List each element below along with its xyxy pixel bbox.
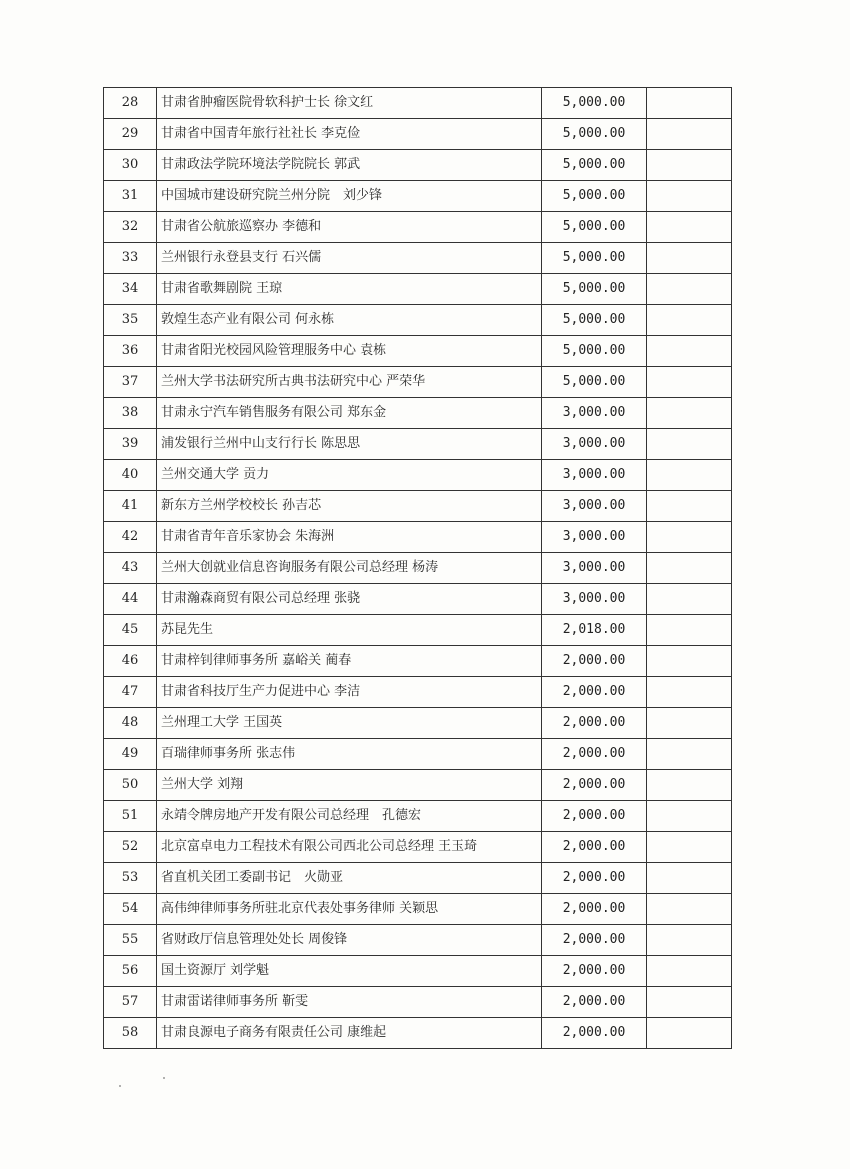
remarks-cell bbox=[647, 863, 732, 894]
row-number: 45 bbox=[104, 615, 157, 646]
donation-amount: 2,000.00 bbox=[542, 925, 647, 956]
donor-name: 甘肃省科技厅生产力促进中心 李洁 bbox=[157, 677, 542, 708]
donor-name: 省财政厅信息管理处处长 周俊锋 bbox=[157, 925, 542, 956]
table-row bbox=[104, 305, 732, 336]
donation-amount: 2,000.00 bbox=[542, 832, 647, 863]
donation-amount: 2,000.00 bbox=[542, 987, 647, 1018]
donor-name: 新东方兰州学校校长 孙吉芯 bbox=[157, 491, 542, 522]
row-number: 33 bbox=[104, 243, 157, 274]
remarks-cell bbox=[647, 181, 732, 212]
row-number: 29 bbox=[104, 119, 157, 150]
row-number: 39 bbox=[104, 429, 157, 460]
table-row bbox=[104, 956, 732, 987]
scan-speck bbox=[119, 1085, 121, 1087]
donation-amount: 5,000.00 bbox=[542, 243, 647, 274]
donation-amount: 2,000.00 bbox=[542, 801, 647, 832]
remarks-cell bbox=[647, 801, 732, 832]
donation-amount: 3,000.00 bbox=[542, 553, 647, 584]
remarks-cell bbox=[647, 398, 732, 429]
table-row bbox=[104, 894, 732, 925]
row-number: 36 bbox=[104, 336, 157, 367]
donation-amount: 5,000.00 bbox=[542, 336, 647, 367]
donor-name: 省直机关团工委副书记 火勋亚 bbox=[157, 863, 542, 894]
donor-name: 百瑞律师事务所 张志伟 bbox=[157, 739, 542, 770]
row-number: 51 bbox=[104, 801, 157, 832]
remarks-cell bbox=[647, 708, 732, 739]
donor-name: 甘肃省歌舞剧院 王琼 bbox=[157, 274, 542, 305]
row-number: 31 bbox=[104, 181, 157, 212]
table-row bbox=[104, 150, 732, 181]
row-number: 32 bbox=[104, 212, 157, 243]
row-number: 30 bbox=[104, 150, 157, 181]
table-row bbox=[104, 336, 732, 367]
row-number: 34 bbox=[104, 274, 157, 305]
remarks-cell bbox=[647, 584, 732, 615]
donation-table-body bbox=[104, 88, 732, 1049]
remarks-cell bbox=[647, 522, 732, 553]
donation-amount: 5,000.00 bbox=[542, 119, 647, 150]
donor-name: 中国城市建设研究院兰州分院 刘少锋 bbox=[157, 181, 542, 212]
table-row bbox=[104, 677, 732, 708]
donor-name: 甘肃雷诺律师事务所 靳雯 bbox=[157, 987, 542, 1018]
donation-amount: 5,000.00 bbox=[542, 274, 647, 305]
donation-amount: 2,000.00 bbox=[542, 739, 647, 770]
donor-name: 兰州大学书法研究所古典书法研究中心 严荣华 bbox=[157, 367, 542, 398]
donation-amount: 5,000.00 bbox=[542, 181, 647, 212]
donor-name: 永靖令牌房地产开发有限公司总经理 孔德宏 bbox=[157, 801, 542, 832]
row-number: 48 bbox=[104, 708, 157, 739]
row-number: 47 bbox=[104, 677, 157, 708]
donor-name: 甘肃省青年音乐家协会 朱海洲 bbox=[157, 522, 542, 553]
row-number: 44 bbox=[104, 584, 157, 615]
table-row bbox=[104, 708, 732, 739]
remarks-cell bbox=[647, 367, 732, 398]
remarks-cell bbox=[647, 894, 732, 925]
donation-amount: 2,000.00 bbox=[542, 956, 647, 987]
donation-amount: 3,000.00 bbox=[542, 491, 647, 522]
table-row bbox=[104, 243, 732, 274]
donation-amount: 2,000.00 bbox=[542, 646, 647, 677]
table-row bbox=[104, 181, 732, 212]
table-row bbox=[104, 615, 732, 646]
remarks-cell bbox=[647, 987, 732, 1018]
table-row bbox=[104, 429, 732, 460]
row-number: 38 bbox=[104, 398, 157, 429]
donor-name: 甘肃永宁汽车销售服务有限公司 郑东金 bbox=[157, 398, 542, 429]
row-number: 52 bbox=[104, 832, 157, 863]
donation-amount: 5,000.00 bbox=[542, 88, 647, 119]
donor-name: 兰州大创就业信息咨询服务有限公司总经理 杨涛 bbox=[157, 553, 542, 584]
remarks-cell bbox=[647, 88, 732, 119]
remarks-cell bbox=[647, 243, 732, 274]
table-row bbox=[104, 119, 732, 150]
remarks-cell bbox=[647, 739, 732, 770]
table-row bbox=[104, 398, 732, 429]
donor-name: 甘肃政法学院环境法学院院长 郭武 bbox=[157, 150, 542, 181]
table-row bbox=[104, 88, 732, 119]
donation-amount: 3,000.00 bbox=[542, 398, 647, 429]
table-row bbox=[104, 801, 732, 832]
remarks-cell bbox=[647, 553, 732, 584]
row-number: 35 bbox=[104, 305, 157, 336]
donor-name: 国土资源厅 刘学魁 bbox=[157, 956, 542, 987]
row-number: 58 bbox=[104, 1018, 157, 1049]
donor-name: 甘肃省公航旅巡察办 李德和 bbox=[157, 212, 542, 243]
row-number: 54 bbox=[104, 894, 157, 925]
remarks-cell bbox=[647, 770, 732, 801]
donor-name: 敦煌生态产业有限公司 何永栋 bbox=[157, 305, 542, 336]
donor-name: 甘肃省中国青年旅行社社长 李克俭 bbox=[157, 119, 542, 150]
donation-amount: 5,000.00 bbox=[542, 305, 647, 336]
donation-amount: 2,000.00 bbox=[542, 894, 647, 925]
remarks-cell bbox=[647, 615, 732, 646]
donation-amount: 2,000.00 bbox=[542, 708, 647, 739]
remarks-cell bbox=[647, 212, 732, 243]
table-row bbox=[104, 522, 732, 553]
donation-amount: 2,000.00 bbox=[542, 770, 647, 801]
row-number: 50 bbox=[104, 770, 157, 801]
donation-amount: 3,000.00 bbox=[542, 522, 647, 553]
row-number: 56 bbox=[104, 956, 157, 987]
row-number: 42 bbox=[104, 522, 157, 553]
donation-amount: 5,000.00 bbox=[542, 212, 647, 243]
donation-amount: 2,000.00 bbox=[542, 1018, 647, 1049]
remarks-cell bbox=[647, 305, 732, 336]
remarks-cell bbox=[647, 1018, 732, 1049]
row-number: 49 bbox=[104, 739, 157, 770]
donation-amount: 5,000.00 bbox=[542, 150, 647, 181]
table-row bbox=[104, 460, 732, 491]
row-number: 55 bbox=[104, 925, 157, 956]
donor-name: 高伟绅律师事务所驻北京代表处事务律师 关颖思 bbox=[157, 894, 542, 925]
donor-name: 兰州大学 刘翔 bbox=[157, 770, 542, 801]
table-row bbox=[104, 553, 732, 584]
row-number: 53 bbox=[104, 863, 157, 894]
table-row bbox=[104, 925, 732, 956]
row-number: 28 bbox=[104, 88, 157, 119]
row-number: 46 bbox=[104, 646, 157, 677]
remarks-cell bbox=[647, 460, 732, 491]
row-number: 41 bbox=[104, 491, 157, 522]
donation-amount: 3,000.00 bbox=[542, 460, 647, 491]
donor-name: 苏昆先生 bbox=[157, 615, 542, 646]
remarks-cell bbox=[647, 677, 732, 708]
donor-name: 甘肃瀚森商贸有限公司总经理 张骁 bbox=[157, 584, 542, 615]
donation-amount: 2,000.00 bbox=[542, 677, 647, 708]
donation-amount: 3,000.00 bbox=[542, 429, 647, 460]
table-row bbox=[104, 770, 732, 801]
row-number: 43 bbox=[104, 553, 157, 584]
remarks-cell bbox=[647, 832, 732, 863]
table-row bbox=[104, 491, 732, 522]
table-row bbox=[104, 987, 732, 1018]
table-row bbox=[104, 274, 732, 305]
table-row bbox=[104, 863, 732, 894]
remarks-cell bbox=[647, 429, 732, 460]
table-row bbox=[104, 212, 732, 243]
donor-name: 兰州银行永登县支行 石兴儒 bbox=[157, 243, 542, 274]
donation-amount: 5,000.00 bbox=[542, 367, 647, 398]
remarks-cell bbox=[647, 119, 732, 150]
remarks-cell bbox=[647, 646, 732, 677]
donation-table bbox=[103, 87, 732, 1049]
remarks-cell bbox=[647, 336, 732, 367]
remarks-cell bbox=[647, 491, 732, 522]
remarks-cell bbox=[647, 274, 732, 305]
donor-name: 兰州理工大学 王国英 bbox=[157, 708, 542, 739]
donor-name: 兰州交通大学 贡力 bbox=[157, 460, 542, 491]
donor-name: 甘肃良源电子商务有限责任公司 康维起 bbox=[157, 1018, 542, 1049]
scan-speck bbox=[163, 1077, 165, 1079]
donor-name: 甘肃省阳光校园风险管理服务中心 袁栋 bbox=[157, 336, 542, 367]
donation-amount: 2,018.00 bbox=[542, 615, 647, 646]
remarks-cell bbox=[647, 956, 732, 987]
donation-amount: 3,000.00 bbox=[542, 584, 647, 615]
donation-amount: 2,000.00 bbox=[542, 863, 647, 894]
row-number: 40 bbox=[104, 460, 157, 491]
donor-name: 甘肃省肿瘤医院骨软科护士长 徐文红 bbox=[157, 88, 542, 119]
table-row bbox=[104, 739, 732, 770]
row-number: 57 bbox=[104, 987, 157, 1018]
donor-name: 浦发银行兰州中山支行行长 陈思思 bbox=[157, 429, 542, 460]
remarks-cell bbox=[647, 925, 732, 956]
donor-name: 甘肃梓钊律师事务所 嘉峪关 蔺春 bbox=[157, 646, 542, 677]
table-row bbox=[104, 1018, 732, 1049]
row-number: 37 bbox=[104, 367, 157, 398]
table-row bbox=[104, 584, 732, 615]
remarks-cell bbox=[647, 150, 732, 181]
donor-name: 北京富卓电力工程技术有限公司西北公司总经理 王玉琦 bbox=[157, 832, 542, 863]
table-row bbox=[104, 646, 732, 677]
table-row bbox=[104, 367, 732, 398]
table-row bbox=[104, 832, 732, 863]
